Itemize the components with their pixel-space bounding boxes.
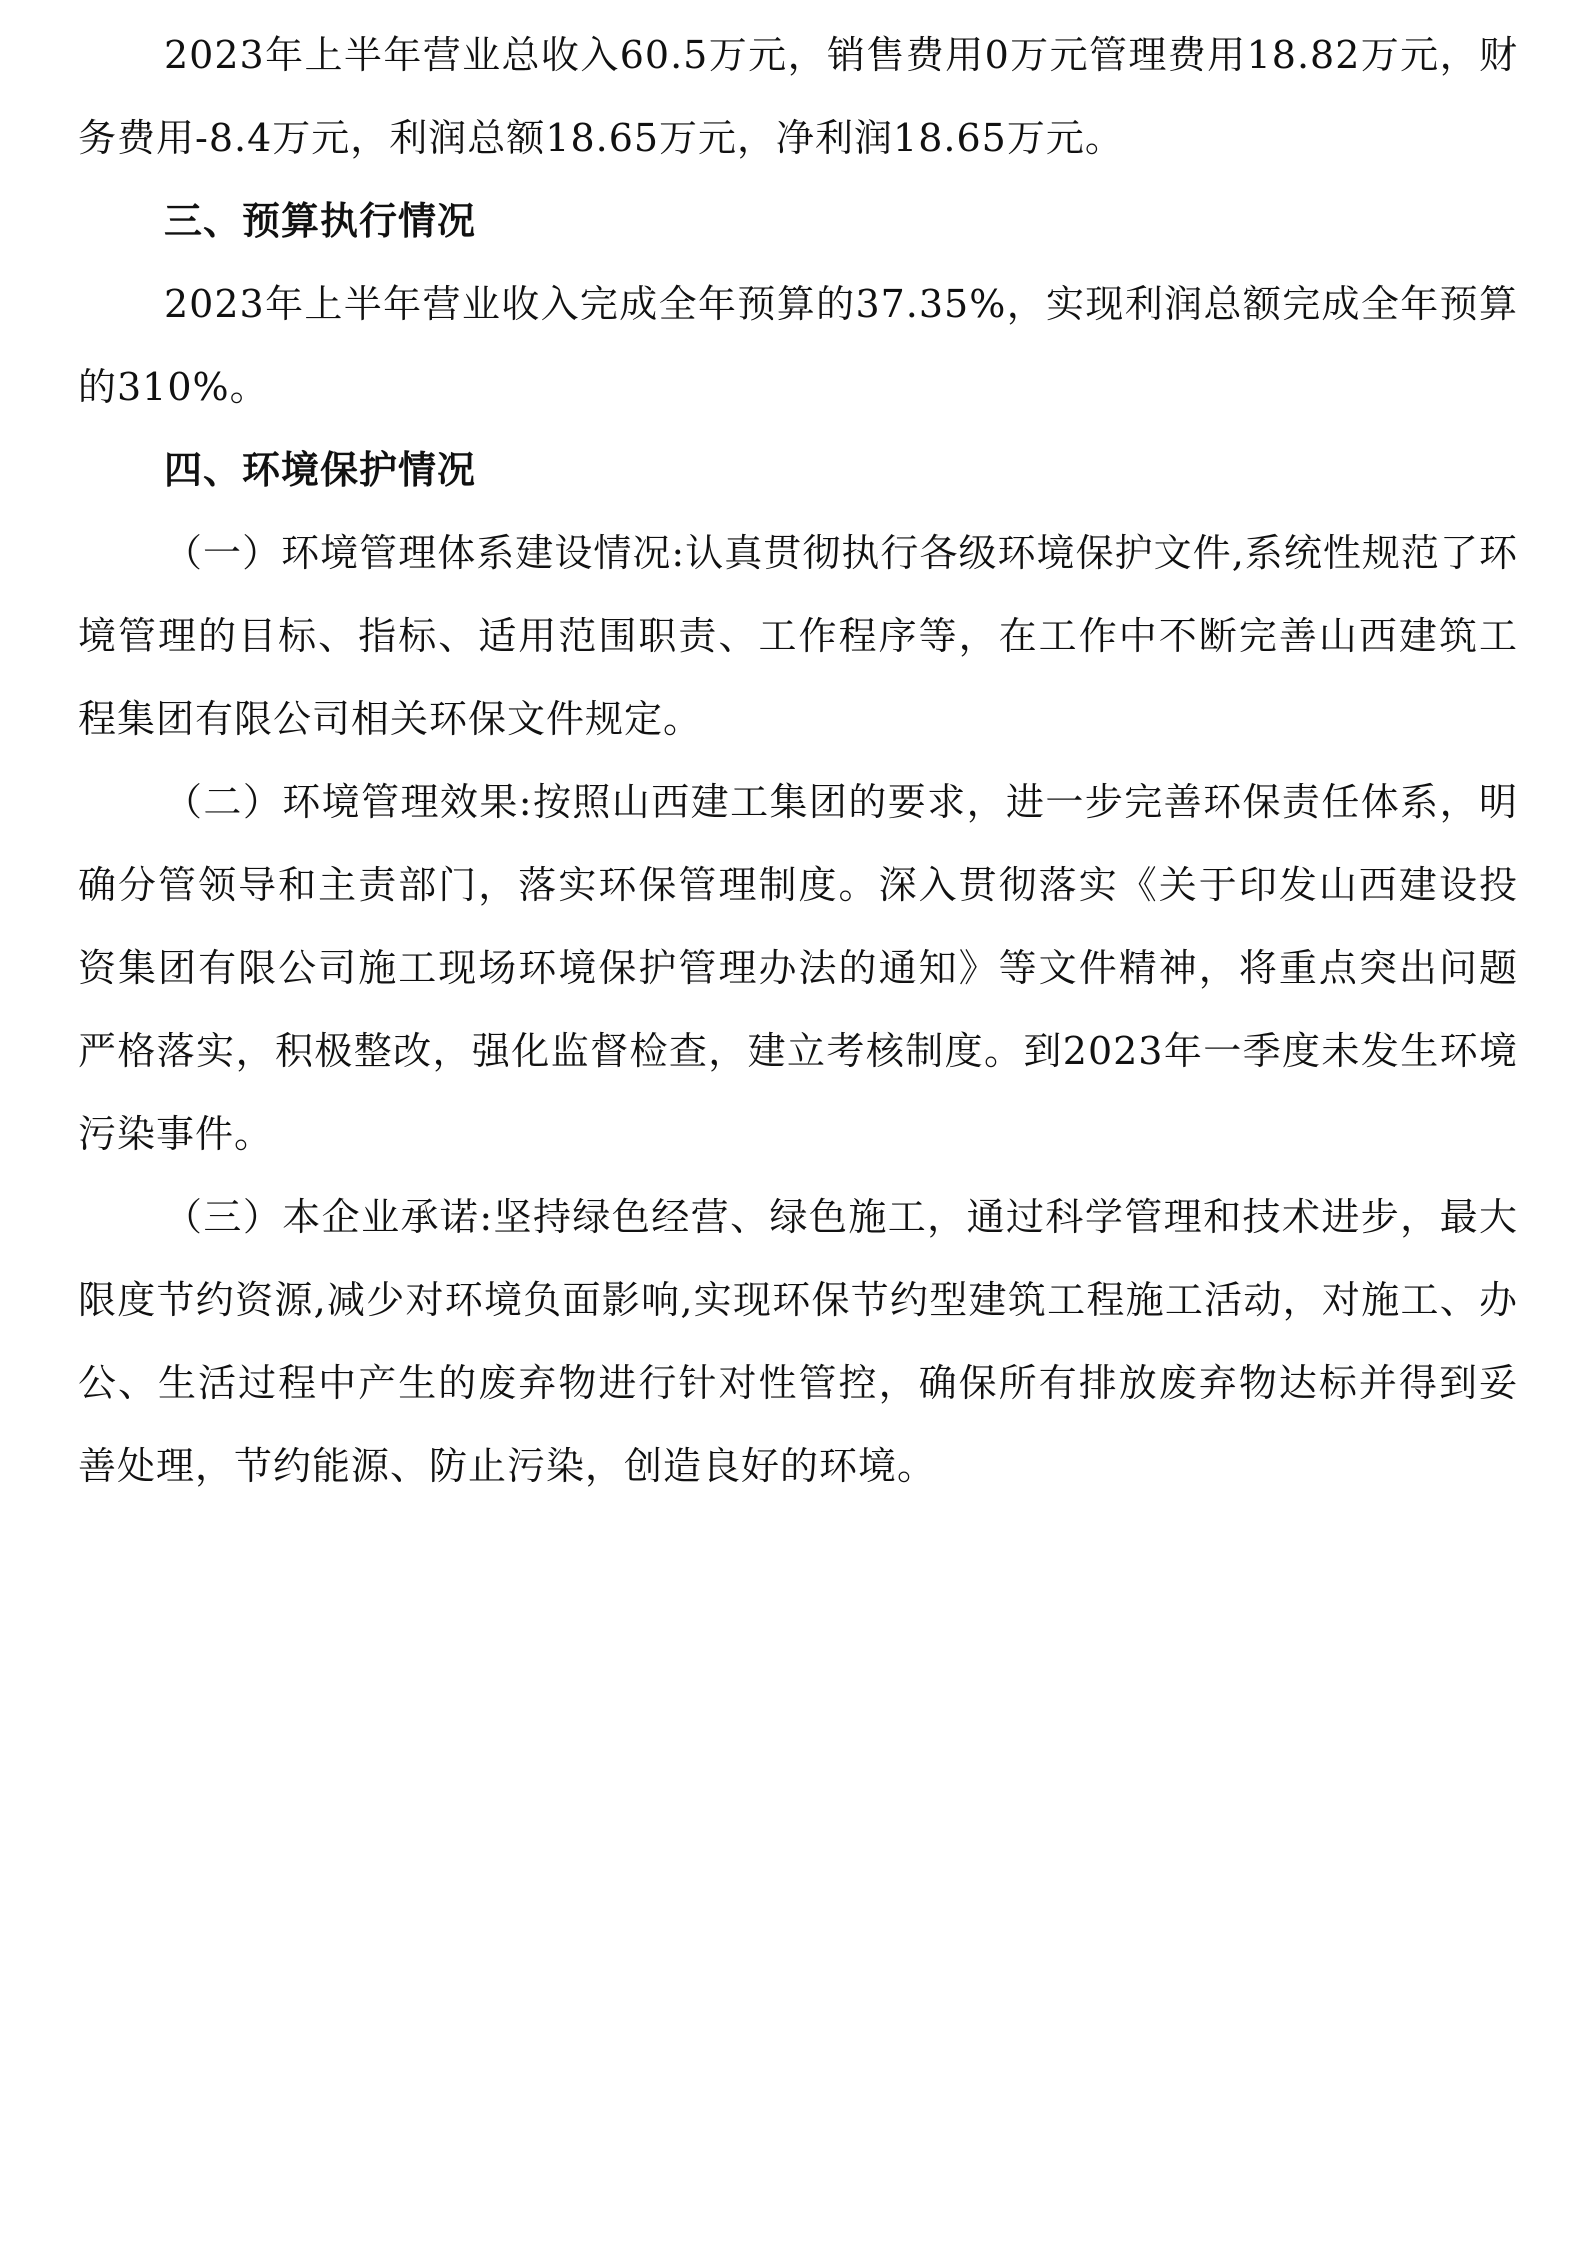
document-page [78, 14, 1518, 1508]
budget-execution-paragraph: 2023年上半年营业收入完成全年预算的37.35%，实现利润总额完成全年预算的310%。 [78, 282, 1518, 409]
enterprise-commitment-paragraph: （三）本企业承诺:坚持绿色经营、绿色施工，通过科学管理和技术进步，最大限度节约资源,减少对环境负面影响,实现环保节约型建筑工程施工活动，对施工、办公、生活过程中产生的废弃物进行针对性管控，确保所有排放废弃物达标并得到妥善处理，节约能源、防止污染，创造良好的环境。 [78, 1195, 1518, 1488]
environmental-effect-paragraph: （二）环境管理效果:按照山西建工集团的要求，进一步完善环保责任体系，明确分管领导和主责部门，落实环保管理制度。深入贯彻落实《关于印发山西建设投资集团有限公司施工现场环境保护管理办法的通知》等文件精神，将重点突出问题严格落实，积极整改，强化监督检查，建立考核制度。到2023年一季度未发生环境污染事件。 [78, 780, 1518, 1156]
environmental-protection-heading: 四、环境保护情况 [164, 448, 477, 492]
budget-execution-heading: 三、预算执行情况 [164, 199, 477, 243]
environmental-system-paragraph: （一）环境管理体系建设情况:认真贯彻执行各级环境保护文件,系统性规范了环境管理的目标、指标、适用范围职责、工作程序等，在工作中不断完善山西建筑工程集团有限公司相关环保文件规定。 [78, 531, 1518, 741]
financial-summary-paragraph: 2023年上半年营业总收入60.5万元，销售费用0万元管理费用18.82万元，财务费用-8.4万元，利润总额18.65万元，净利润18.65万元。 [78, 33, 1518, 160]
